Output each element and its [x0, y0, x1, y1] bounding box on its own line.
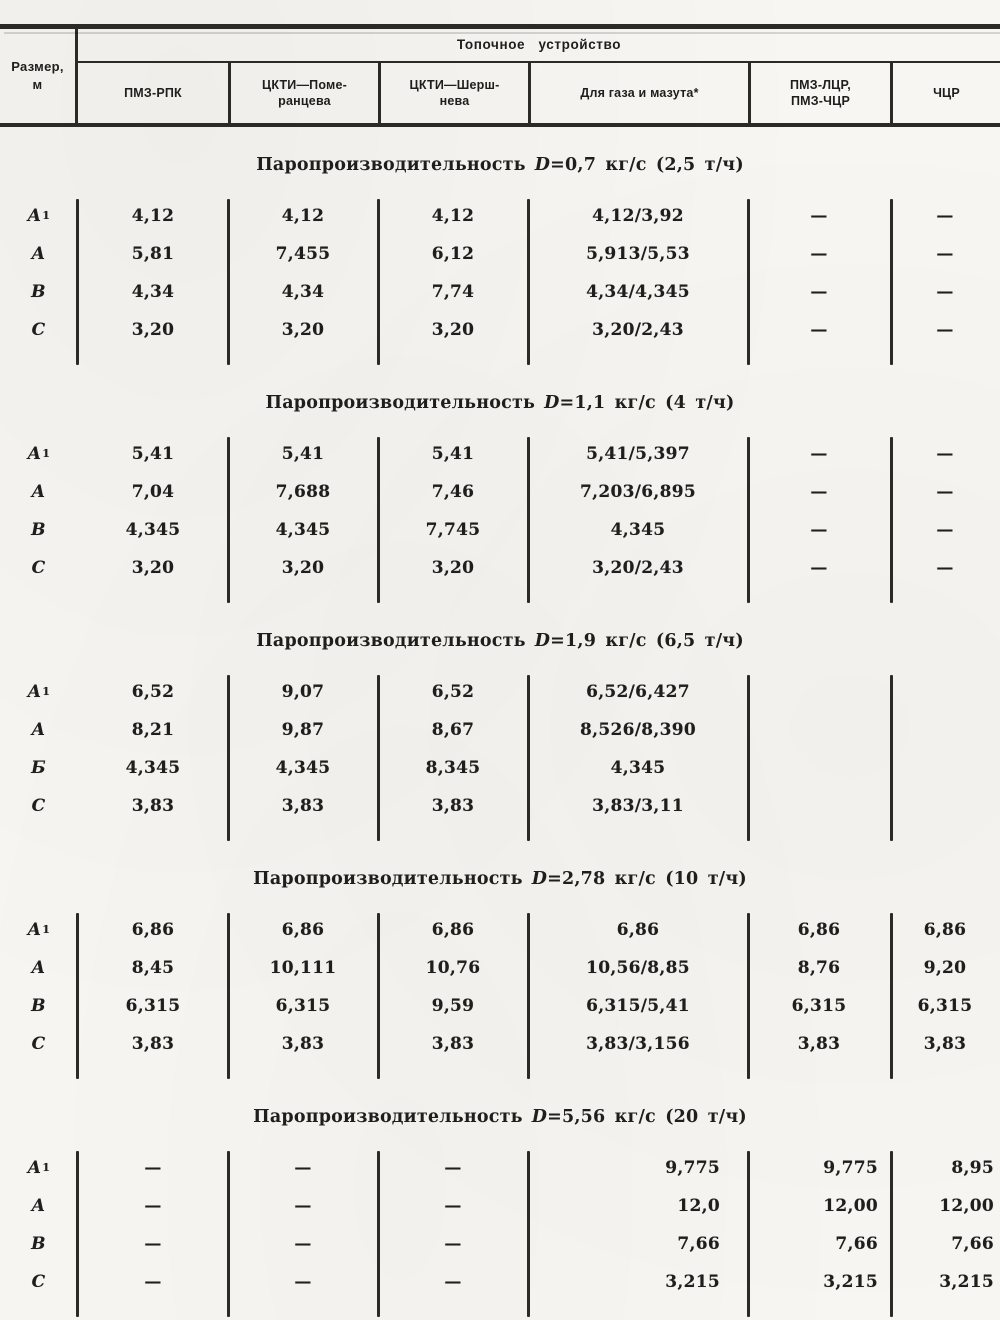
table-cell: 5,41	[131, 444, 175, 464]
table-cell	[890, 711, 1000, 749]
table-cell: —	[294, 1272, 312, 1292]
table-cell: 7,66	[835, 1234, 878, 1254]
table-cell: 7,04	[131, 482, 175, 502]
table-cell: —	[810, 444, 828, 464]
capacity-section-1-9	[0, 629, 1000, 841]
column-divider	[527, 675, 530, 841]
column-divider	[527, 437, 530, 603]
column-divider	[747, 1151, 750, 1317]
table-cell: 5,41	[431, 444, 475, 464]
table-cell: 10,111	[269, 958, 337, 978]
row-label-text: Б	[31, 758, 46, 778]
row-label	[0, 473, 78, 511]
table-cell: 3,20/2,43	[592, 558, 684, 578]
table-cell: 6,86	[431, 920, 475, 940]
column-divider	[227, 437, 230, 603]
table-cell: —	[444, 1158, 462, 1178]
table-cell: 3,83/3,156	[586, 1034, 690, 1054]
table-cell: 3,83	[131, 796, 175, 816]
row-label-text: A	[31, 720, 46, 740]
table-cell: 8,21	[131, 720, 175, 740]
column-header-ckti-shershneva	[378, 63, 528, 123]
section-title-prefix: Паропроизводительность	[256, 631, 526, 651]
row-label	[0, 787, 78, 825]
table-cell: 3,20	[431, 558, 475, 578]
row-label	[0, 987, 78, 1025]
table-cell: 6,86	[923, 920, 967, 940]
row-label-sup: 1	[42, 684, 51, 698]
table-cell: 9,775	[665, 1158, 720, 1178]
column-header-pmz-rpk	[78, 63, 228, 123]
column-header-text: нева	[439, 94, 470, 108]
scanned-document-page	[0, 24, 1000, 1320]
section-title-prefix: Паропроизводительность	[253, 869, 523, 889]
table-cell: 10,56/8,85	[586, 958, 690, 978]
capacity-section-0-7	[0, 153, 1000, 365]
table-cell: 4,12/3,92	[592, 206, 684, 226]
column-divider	[76, 1151, 79, 1317]
table-cell	[890, 673, 1000, 711]
row-label-text: B	[31, 282, 46, 302]
section-title-spec: =0,7 кг/с (2,5 т/ч)	[550, 155, 744, 175]
row-label-text: C	[31, 320, 46, 340]
table-cell: 4,34	[281, 282, 325, 302]
row-label	[0, 273, 78, 311]
capacity-section-2-78	[0, 867, 1000, 1079]
row-label	[0, 1149, 78, 1187]
table-cell: 6,315	[917, 996, 973, 1016]
table-cell: 6,86	[131, 920, 175, 940]
table-cell: 5,81	[131, 244, 175, 264]
table-cell: 6,315	[275, 996, 331, 1016]
table-cell: 3,83	[131, 1034, 175, 1054]
table-cell: 3,20	[431, 320, 475, 340]
table-cell: 12,00	[939, 1196, 994, 1216]
table-cell: 9,87	[281, 720, 325, 740]
column-divider	[227, 1151, 230, 1317]
table-cell: 8,526/8,390	[580, 720, 696, 740]
table-cell: 6,52	[131, 682, 175, 702]
section-title-prefix: Паропроизводительность	[256, 155, 526, 175]
table-cell: 9,07	[281, 682, 325, 702]
row-label-sup: 1	[42, 922, 51, 936]
table-cell: —	[936, 206, 954, 226]
table-cell: 7,745	[425, 520, 481, 540]
table-cell: 8,95	[951, 1158, 994, 1178]
table-cell: —	[144, 1158, 162, 1178]
table-cell: 4,345	[125, 520, 181, 540]
table-cell: 8,67	[431, 720, 475, 740]
row-label	[0, 1187, 78, 1225]
table-cell: 4,12	[131, 206, 175, 226]
table-cell: 4,345	[275, 520, 331, 540]
table-cell: 3,83	[431, 796, 475, 816]
section-title-spec: =2,78 кг/с (10 т/ч)	[547, 869, 747, 889]
section-rows	[0, 1149, 1000, 1317]
column-headers	[78, 63, 1000, 123]
row-label-text: A	[27, 1158, 42, 1178]
column-divider	[527, 1151, 530, 1317]
section-title	[0, 867, 1000, 891]
column-divider	[890, 675, 893, 841]
table-cell: 3,83	[797, 1034, 841, 1054]
table-cell: —	[810, 482, 828, 502]
table-cell: 6,52	[431, 682, 475, 702]
table-cell: 7,66	[677, 1234, 720, 1254]
column-divider	[527, 199, 530, 365]
capacity-section-5-56	[0, 1105, 1000, 1317]
column-divider	[377, 913, 380, 1079]
table-cell: 4,345	[610, 758, 666, 778]
table-cell: —	[294, 1196, 312, 1216]
row-label	[0, 911, 78, 949]
table-cell: 3,20	[281, 558, 325, 578]
row-label	[0, 511, 78, 549]
table-cell: 8,345	[425, 758, 481, 778]
table-cell	[748, 711, 890, 749]
table-cell: 10,76	[425, 958, 481, 978]
row-label	[0, 549, 78, 587]
table-cell: 3,215	[823, 1272, 878, 1292]
column-header-pmz-lcr-chcr	[748, 63, 890, 123]
table-cell: 6,315/5,41	[586, 996, 690, 1016]
row-label-text: A	[27, 920, 42, 940]
row-label	[0, 949, 78, 987]
row-label	[0, 311, 78, 349]
column-header-text: ранцева	[278, 94, 331, 108]
row-label	[0, 711, 78, 749]
section-title-spec: =5,56 кг/с (20 т/ч)	[547, 1107, 747, 1127]
row-label	[0, 197, 78, 235]
table-cell: 6,86	[616, 920, 660, 940]
section-rows	[0, 673, 1000, 841]
column-divider	[227, 199, 230, 365]
table-cell: —	[936, 282, 954, 302]
table-cell: 8,76	[797, 958, 841, 978]
size-label-line1: Размер,	[11, 59, 64, 75]
table-cell: 4,345	[610, 520, 666, 540]
column-header-text: ПМЗ-ЧЦР	[790, 94, 851, 108]
column-divider	[76, 199, 79, 365]
column-divider	[747, 913, 750, 1079]
section-rows	[0, 911, 1000, 1079]
table-cell: 6,315	[791, 996, 847, 1016]
table-cell	[890, 787, 1000, 825]
table-cell: 3,215	[939, 1272, 994, 1292]
table-cell	[890, 749, 1000, 787]
table-cell: 3,83	[281, 796, 325, 816]
row-label	[0, 1225, 78, 1263]
table-cell: —	[936, 444, 954, 464]
section-title	[0, 391, 1000, 415]
group-header-title: Топочное устройство	[78, 29, 1000, 63]
table-cell: 4,34/4,345	[586, 282, 690, 302]
column-header-text: ЦКТИ—Поме-	[261, 77, 347, 92]
column-divider	[377, 675, 380, 841]
column-divider	[747, 437, 750, 603]
table-cell: —	[444, 1196, 462, 1216]
row-label-text: A	[31, 1196, 46, 1216]
column-header-text: ЦКТИ—Шерш-	[409, 77, 500, 92]
table-cell: —	[810, 520, 828, 540]
table-cell: —	[144, 1196, 162, 1216]
column-header-ckti-pomerantseva	[228, 63, 378, 123]
column-header-text: ПМЗ-РПК	[124, 85, 182, 100]
table-cell: 3,215	[665, 1272, 720, 1292]
table-cell: 3,20/2,43	[592, 320, 684, 340]
table-cell: —	[810, 282, 828, 302]
d-symbol: D	[534, 155, 551, 175]
column-divider	[890, 913, 893, 1079]
table-cell: 3,20	[131, 558, 175, 578]
section-title-prefix: Паропроизводительность	[265, 393, 536, 413]
column-divider	[890, 437, 893, 603]
row-label-text: A	[27, 444, 42, 464]
row-label-text: A	[31, 958, 46, 978]
column-header-gas-mazut	[528, 63, 748, 123]
table-cell: 3,83	[281, 1034, 325, 1054]
row-label-text: A	[31, 482, 46, 502]
table-cell: 9,59	[431, 996, 475, 1016]
row-label-text: C	[31, 1034, 46, 1054]
size-label-line2: м	[32, 77, 43, 92]
column-divider	[890, 1151, 893, 1317]
table-cell: 3,20	[281, 320, 325, 340]
column-divider	[227, 913, 230, 1079]
row-label-sup: 1	[42, 446, 51, 460]
table-cell: 9,20	[923, 958, 967, 978]
table-cell: —	[294, 1158, 312, 1178]
table-cell: —	[294, 1234, 312, 1254]
d-symbol: D	[544, 393, 560, 413]
column-header-text: ПМЗ-ЛЦР,	[790, 77, 851, 92]
row-label-text: C	[31, 558, 46, 578]
table-header	[0, 24, 1000, 127]
table-cell: 6,86	[797, 920, 841, 940]
table-cell	[748, 787, 890, 825]
table-cell: —	[936, 482, 954, 502]
table-cell: 6,315	[125, 996, 181, 1016]
table-cell: —	[144, 1234, 162, 1254]
section-title	[0, 153, 1000, 177]
table-cell: 4,34	[131, 282, 175, 302]
d-symbol: D	[531, 869, 548, 889]
row-label-text: A	[31, 244, 46, 264]
column-header-text: Для газа и мазута*	[580, 85, 699, 100]
table-cell: 7,46	[431, 482, 475, 502]
row-label	[0, 435, 78, 473]
table-cell: —	[444, 1272, 462, 1292]
table-cell: —	[810, 320, 828, 340]
table-cell: 12,00	[823, 1196, 878, 1216]
table-cell: —	[810, 558, 828, 578]
row-label-sup: 1	[42, 1160, 51, 1174]
column-divider	[377, 199, 380, 365]
d-symbol: D	[531, 1107, 548, 1127]
table-cell: —	[936, 244, 954, 264]
table-cell	[748, 673, 890, 711]
section-rows	[0, 435, 1000, 603]
table-cell: —	[936, 320, 954, 340]
table-cell	[748, 749, 890, 787]
table-cell: 4,345	[125, 758, 181, 778]
table-cell: —	[144, 1272, 162, 1292]
row-label-text: A	[27, 206, 42, 226]
row-label-text: C	[31, 1272, 46, 1292]
table-cell: —	[936, 520, 954, 540]
row-label	[0, 235, 78, 273]
table-cell: 3,83	[431, 1034, 475, 1054]
table-cell: 7,66	[951, 1234, 994, 1254]
table-cell: 12,0	[677, 1196, 720, 1216]
table-cell: 5,913/5,53	[586, 244, 690, 264]
table-cell: 3,20	[131, 320, 175, 340]
table-cell: 4,12	[281, 206, 325, 226]
table-cell: 7,74	[431, 282, 475, 302]
column-divider	[377, 1151, 380, 1317]
row-label	[0, 673, 78, 711]
column-divider	[76, 913, 79, 1079]
table-cell: 5,41	[281, 444, 325, 464]
section-title-prefix: Паропроизводительность	[253, 1107, 523, 1127]
table-cell: 7,688	[275, 482, 331, 502]
table-cell: 5,41/5,397	[586, 444, 690, 464]
row-label	[0, 1025, 78, 1063]
column-divider	[890, 199, 893, 365]
section-title	[0, 1105, 1000, 1129]
d-symbol: D	[534, 631, 551, 651]
row-label-sup: 1	[42, 208, 51, 222]
table-cell: —	[936, 558, 954, 578]
size-column-header	[0, 29, 78, 123]
table-cell: 6,12	[431, 244, 475, 264]
column-header-text: ЧЦР	[933, 85, 960, 100]
row-label-text: C	[31, 796, 46, 816]
row-label-text: A	[27, 682, 42, 702]
section-title-spec: =1,9 кг/с (6,5 т/ч)	[550, 631, 744, 651]
column-header-chcr	[890, 63, 1000, 123]
table-cell: 8,45	[131, 958, 175, 978]
table-cell: 3,83/3,11	[592, 796, 684, 816]
row-label-text: B	[31, 996, 46, 1016]
column-divider	[747, 675, 750, 841]
row-label-text: B	[31, 1234, 46, 1254]
table-cell: 7,455	[275, 244, 331, 264]
table-cell: 4,345	[275, 758, 331, 778]
table-cell: 6,86	[281, 920, 325, 940]
column-divider	[747, 199, 750, 365]
table-cell: 6,52/6,427	[586, 682, 690, 702]
table-cell: 3,83	[923, 1034, 967, 1054]
table-cell: —	[810, 206, 828, 226]
table-cell: 9,775	[823, 1158, 878, 1178]
column-divider	[527, 913, 530, 1079]
section-title	[0, 629, 1000, 653]
capacity-section-1-1	[0, 391, 1000, 603]
column-divider	[377, 437, 380, 603]
section-title-spec: =1,1 кг/с (4 т/ч)	[559, 393, 735, 413]
table-cell: 4,12	[431, 206, 475, 226]
row-label	[0, 749, 78, 787]
row-label	[0, 1263, 78, 1301]
page-top-edge-line	[4, 32, 1000, 34]
row-label-text: B	[31, 520, 46, 540]
column-divider	[227, 675, 230, 841]
header-right	[78, 29, 1000, 123]
table-cell: 7,203/6,895	[580, 482, 696, 502]
table-cell: —	[444, 1234, 462, 1254]
table-cell: —	[810, 244, 828, 264]
section-rows	[0, 197, 1000, 365]
